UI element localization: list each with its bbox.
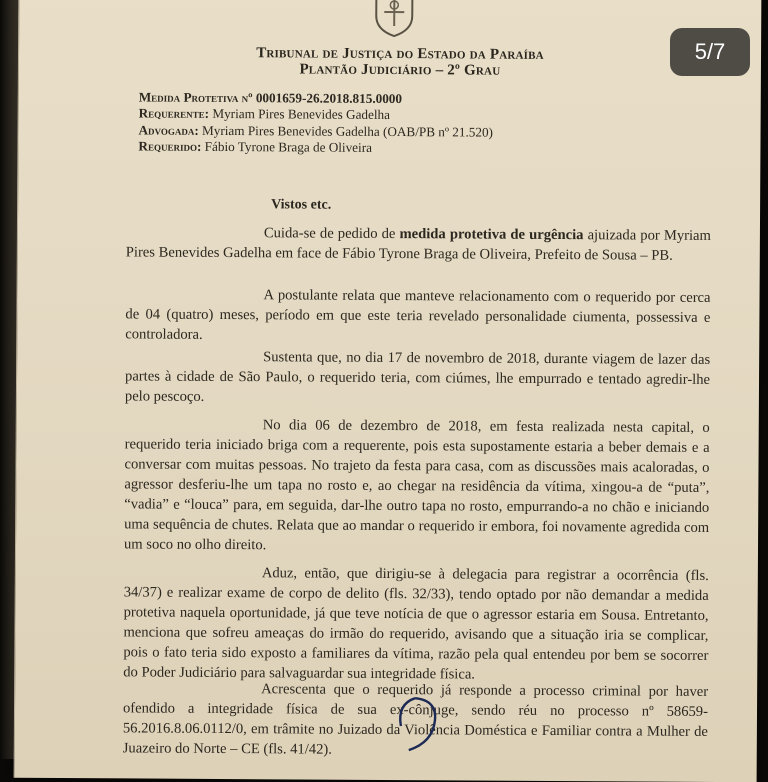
requerente-value: Myriam Pires Benevides Gadelha [212,106,391,123]
document-page [14,0,762,782]
p1-text-a: Cuida-se de pedido de [263,225,400,243]
p6-text: Acrescenta que o requerido já responde a processo criminal por haver ofendido a integridade física de sua ex-cônjuge, sendo réu no processo nº 58659-56.2016.8.06.0112/0, em trâmite no Juizado da Violência Doméstica e Familiar contra a Mulher de Juazeiro do Norte – CE (fls. 41/42). [122,681,709,758]
court-division: Plantão Judiciário – 2º Grau [299,61,501,79]
court-name: Tribunal de Justiça do Estado da Paraíba [256,45,544,63]
requerido-label: Requerido: [138,138,202,155]
page-counter-badge: 5/7 [670,28,750,76]
paragraph-5 [123,562,709,686]
paragraph-4 [124,414,710,558]
p2-text: A postulante relata que manteve relacionamento com o requerido por cerca de 04 (quatro) meses, período em que este teria revelado personalidade ciumenta, possessiva e controladora. [125,287,711,343]
advogada-value: Myriam Pires Benevides Gadelha (OAB/PB nº 21.520) [202,122,494,140]
requerente-label: Requerente: [138,105,210,122]
case-number-value: 0001659-26.2018.815.0000 [255,90,403,107]
handwritten-ink-circle [375,690,455,760]
paragraph-2 [125,284,710,348]
paragraph-3 [125,346,710,410]
p5-text: Aduz, então, que dirigiu-se à delegacia para registrar a ocorrência (fls. 34/37) e realizar exame de corpo de delito (fls. 32/33), tendo optado por não demandar a medida protetiva naquela oportunidade, já que teve notícia de que o agressor estaria em Sousa. Entretanto, menciona que sofreu ameaças do irmão do requerido, avisando que a situação iria se complicar, pois o fato teria sido exposto a familiares da vítima, razão pela qual entendeu por bem se socorrer do Poder Judiciário para salvaguardar sua integridade física. [123,565,709,683]
court-coat-of-arms-icon [364,0,424,38]
vistos-heading: Vistos etc. [271,197,332,213]
requerido-value: Fábio Tyrone Braga de Oliveira [204,139,373,156]
p1-text-b: ajuizada por Myriam Pires Benevides Gadelha em face de Fábio Tyrone Braga de Oliveira, Prefeito de Sousa – PB. [125,227,711,264]
case-number-label: Medida Protetiva nº [138,89,253,106]
p4-text: No dia 06 de dezembro de 2018, em festa realizada nesta capital, o requerido teria iniciado briga com a requerente, pois esta supostamente estaria a beber demais e a conversar com muitas pessoas. No trajeto da festa para casa, com as discussões mais acaloradas, o agressor desferiu-lhe um tapa no rosto e, ao chegar na residência da vítima, xingou-a de “puta”, “vadia” e “louca” para, em seguida, dar-lhe outro tapa no rosto, empurrando-a no chão e iniciando uma sequência de chutes. Relata que ao mandar o requerido ir embora, foi novamente agredida com um soco no olho direito. [123,417,710,554]
paragraph-1 [126,222,711,266]
p3-text: Sustenta que, no dia 17 de novembro de 2018, durante viagem de lazer das partes à cidade de São Paulo, o requerido teria, com ciúmes, lhe empurrado e tentado agredir-lhe pelo pescoço. [124,349,711,405]
p1-bold: medida protetiva de urgência [399,226,584,244]
requerido-line [138,139,493,158]
case-metadata [138,89,493,157]
advogada-label: Advogada: [138,122,199,138]
